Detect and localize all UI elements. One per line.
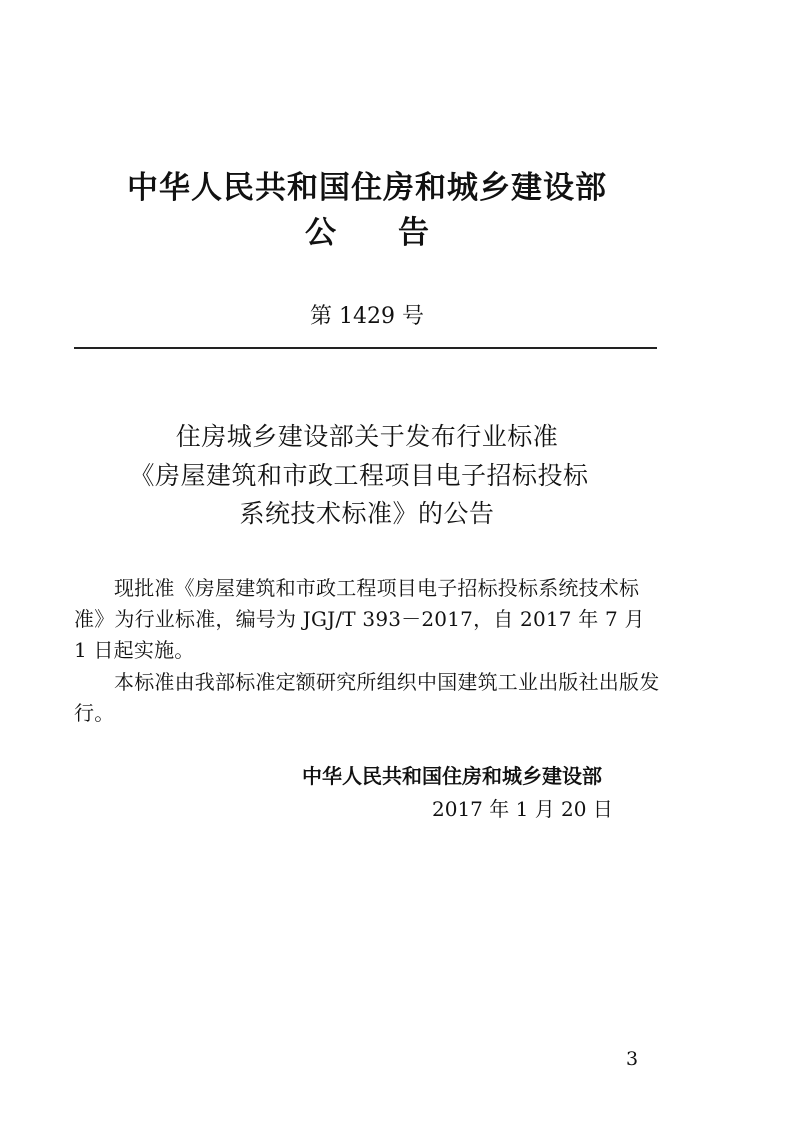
header-divider	[74, 347, 657, 349]
body-paragraph-approval: 现批准《房屋建筑和市政工程项目电子招标投标系统技术标准》为行业标准，编号为 JGJ/T 393－2017，自 2017 年 7 月 1 日起实施。	[74, 576, 645, 662]
announcement-title-line-3: 系统技术标准》的公告	[239, 499, 495, 528]
page-number: 3	[626, 1048, 639, 1070]
document-type-char-2: 告	[398, 215, 429, 251]
announcement-number: 第 1429 号	[310, 304, 424, 329]
signature-date: 2017 年 1 月 20 日	[432, 797, 613, 821]
document-type-char-1: 公	[305, 215, 336, 251]
document-type-heading	[0, 213, 786, 253]
announcement-title-line-1: 住房城乡建设部关于发布行业标准	[175, 422, 559, 451]
announcement-title-line-2: 《房屋建筑和市政工程项目电子招标投标	[129, 461, 589, 490]
signature-organization: 中华人民共和国住房和城乡建设部	[302, 764, 602, 788]
body-paragraph-publication: 本标准由我部标准定额研究所组织中国建筑工业出版社出版发行。	[74, 670, 660, 725]
issuer-heading: 中华人民共和国住房和城乡建设部	[127, 170, 607, 206]
